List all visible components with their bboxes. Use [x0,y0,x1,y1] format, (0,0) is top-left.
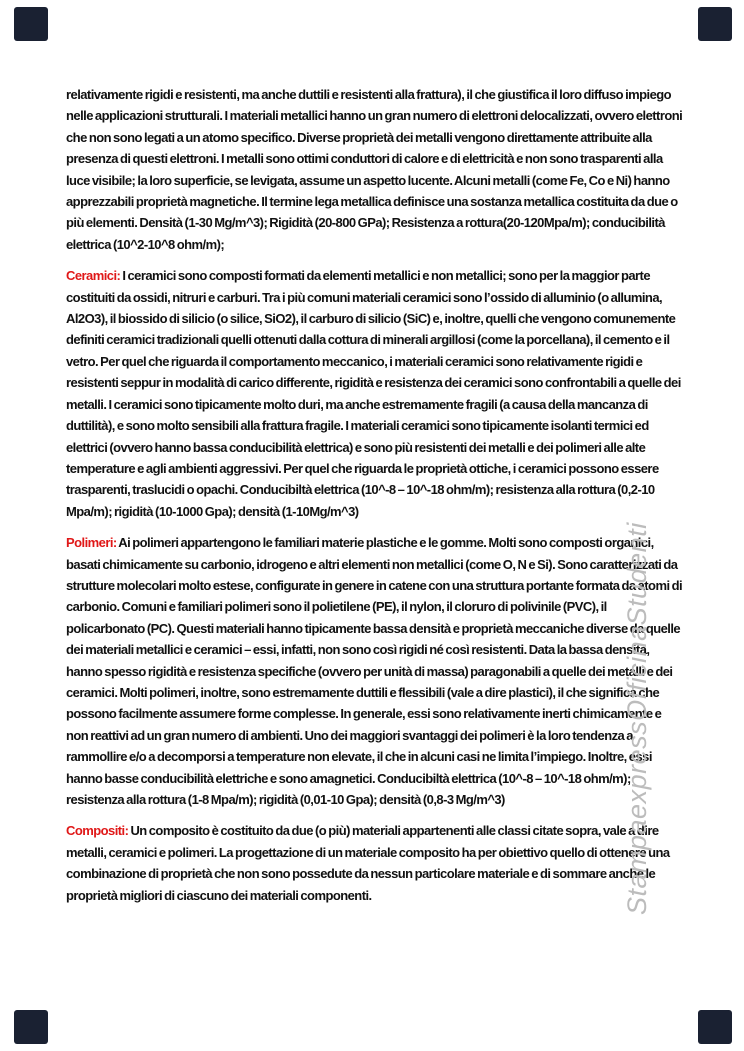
paragraph-heading-compositi: Compositi: [66,823,129,839]
document-text-block [66,84,684,906]
paragraph-heading-polimeri: Polimeri: [66,535,117,551]
paragraph-ceramici [66,265,684,522]
corner-mark-bottom-left-icon [14,1010,48,1044]
paragraph-polimeri [66,532,684,810]
paragraph-metalli [66,84,684,255]
corner-mark-top-right-icon [698,7,732,41]
corner-mark-top-left-icon [14,7,48,41]
corner-mark-bottom-right-icon [698,1010,732,1044]
paragraph-body: I ceramici sono composti formati da elementi metallici e non metallici; sono per la maggior parte costituiti da ossidi, nitruri e carburi. Tra i più comuni materiali ceramici sono l’ossido di alluminio (o allumina, Al2O3), il biossido di silicio (o silice, SiO2), il carburo di silicio (SiC) e, inoltre, quelli che vengono comunemente definiti ceramici tradizionali quelli ottenuti dalla cottura di minerali argillosi (come la porcellana), il cemento e il vetro. Per quel che riguarda il comportamento meccanico, i materiali ceramici sono relativamente rigidi e resistenti seppur in modalità di carico differente, rigidità e resistenza dei ceramici sono confrontabili a quelle dei metalli. I ceramici sono tipicamente molto duri, ma anche estremamente fragili (a causa della mancanza di duttilità), e sono molto sensibili alla frattura fragile. I materiali ceramici sono tipicamente isolanti termici ed elettrici (ovvero hanno bassa conducibilità elettrica) e sono più resistenti dei metalli e dei polimeri alle alte temperature e agli ambienti aggressivi. Per quel che riguarda le proprietà ottiche, i ceramici possono essere trasparenti, traslucidi o opachi. Conducibiltà elettrica (10^-8 – 10^-18 ohm/m); resistenza alla rottura (0,2-10 Mpa/m); rigidità (10-1000 Gpa); densità (1-10Mg/m^3) [66,268,681,519]
paragraph-compositi [66,820,684,906]
paragraph-heading-ceramici: Ceramici: [66,268,121,284]
paragraph-body: Un composito è costituito da due (o più) materiali appartenenti alle classi citate sopra, vale a dire metalli, ceramici e polimeri. La progettazione di un materiale composito ha per obiettivo quello di ottenere una combinazione di proprietà che non sono possedute da nessun particolare materiale e di sommare anche le proprietà migliori di ciascuno dei materiali componenti. [66,823,670,903]
watermark-text: StampaexpressOfficinaStudenti [622,522,652,915]
paragraph-body: Ai polimeri appartengono le familiari materie plastiche e le gomme. Molti sono composti organici, basati chimicamente su carbonio, idrogeno e altri elementi non metallici (come O, N e Si). Sono caratterizzati da strutture molecolari molto estese, configurate in genere in catene con una struttura portante formata da atomi di carbonio. Comuni e familiari polimeri sono il polietilene (PE), il nylon, il cloruro di polivinile (PVC), il policarbonato (PC). Questi materiali hanno tipicamente bassa densità e proprietà meccaniche diverse da quelle dei materiali metallici e ceramici – essi, infatti, non sono così rigidi né così resistenti. Data la bassa densità, hanno spesso rigidità e resistenza specifiche (ovvero per unità di massa) paragonabili a quelle dei metalli e dei ceramici. Molti polimeri, inoltre, sono estremamente duttili e flessibili (vale a dire plastici), il che significa che possono facilmente assumere forme complesse. In generale, essi sono relativamente inerti chimicamente e non reattivi ad un gran numero di ambienti. Uno dei maggiori svantaggi dei polimeri è la loro tendenza a rammollire e/o a decomporsi a temperature non elevate, il che in alcuni casi ne limita l’impiego. Inoltre, essi hanno basse conducibilità elettriche e sono amagnetici. Conducibiltà elettrica (10^-8 – 10^-18 ohm/m); resistenza alla rottura (1-8 Mpa/m); rigidità (0,01-10 Gpa); densità (0,8-3 Mg/m^3) [66,535,683,807]
paragraph-body: relativamente rigidi e resistenti, ma anche duttili e resistenti alla frattura), il che giustifica il loro diffuso impiego nelle applicazioni strutturali. I materiali metallici hanno un gran numero di elettroni delocalizzati, ovvero elettroni che non sono legati a un atomo specifico. Diverse proprietà dei metalli vengono direttamente attribuite alla presenza di questi elettroni. I metalli sono ottimi conduttori di calore e di elettricità e non sono trasparenti alla luce visibile; la loro superficie, se levigata, assume un aspetto lucente. Alcuni metalli (come Fe, Co e Ni) hanno apprezzabili proprietà magnetiche. Il termine lega metallica definisce una sostanza metallica costituita da due o più elementi. Densità (1-30 Mg/m^3); Rigidità (20-800 GPa); Resistenza a rottura(20-120Mpa/m); conducibilità elettrica (10^2-10^8 ohm/m); [66,87,683,252]
